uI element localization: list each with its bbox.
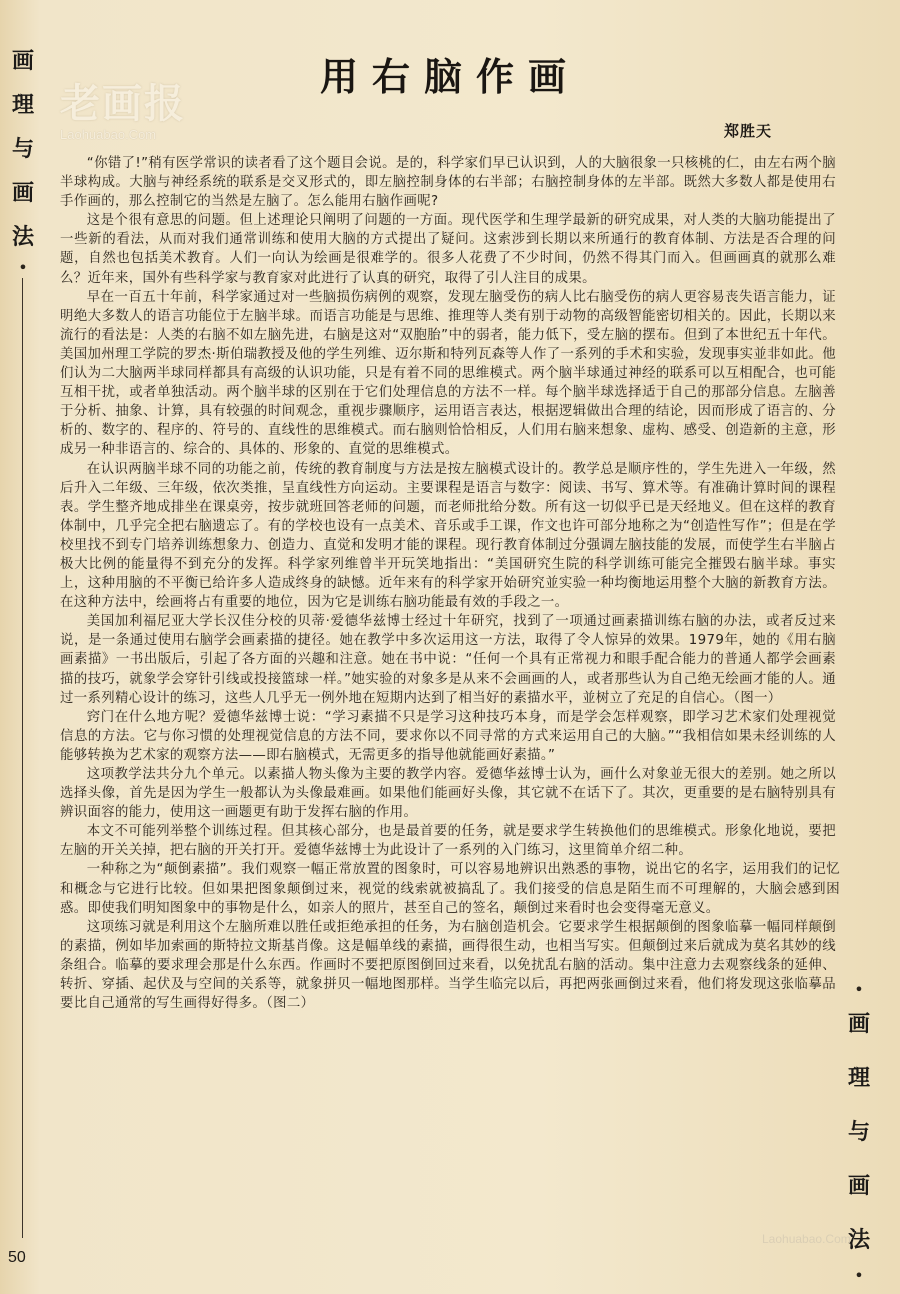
article-paragraph: 在认识两脑半球不同的功能之前，传统的教育制度与方法是按左脑模式设计的。教学总是顺序性的，学生先进入一年级，然后升入二年级、三年级，依次类推，呈直线性方向运动。主要课程是语言与数字：阅读、书写、算术等。有准确计算时间的课程表。学生整齐地成排坐在课桌旁，按步就班回答老师的问题，而老师批给分数。所有这一切似乎已是天经地义。但在这样的教育体制中，几乎完全把右脑遗忘了。有的学校也设有一点美术、音乐或手工课，作文也许可部分地称之为“创造性写作”；但是在学校里找不到专门培养训练想象力、创造力、直觉和发明才能的课程。现行教育体制过分强调左脑技能的发展，而使学生右半脑占极大比例的能量得不到充分的发挥。科学家列维曾半开玩笑地指出：“美国研究生院的科学训练可能完全摧毁右脑半球。事实上，这种用脑的不平衡已给许多人造成终身的缺憾。近年来有的科学家开始研究並实验一种均衡地运用整个大脑的新教育方法。在这种方法中，绘画将占有重要的地位，因为它是训练右脑功能最有效的手段之一。 (60, 461, 836, 611)
section-dot: • (854, 1266, 864, 1285)
section-label-char: 法 (847, 1228, 870, 1253)
article-paragraph: 美国加利福尼亚大学长汉佳分校的贝蒂·爱德华兹博士经过十年研究，找到了一项通过画素描训练右脑的办法，或者反过来说，是一条通过使用右脑学会画素描的捷径。她在教学中多次运用这一方法，取得了令人惊异的效果。1979年，她的《用右脑画素描》一书出版后，引起了各方面的兴趣和注意。她在书中说：“任何一个具有正常视力和眼手配合能力的普通人都学会画素描的技巧，就象学会穿针引线或投接篮球一样。”她实验的对象多是从来不会画画的人，或者那些认为自己绝无绘画才能的人。通过一系列精心设计的练习，这些人几乎无一例外地在短期内达到了相当好的素描水平，並树立了充足的自信心。（图一） (60, 614, 836, 706)
article-body (60, 154, 840, 1013)
section-label-char: 法 (11, 225, 34, 250)
section-label-char: 画 (847, 1012, 870, 1037)
article-title: 用右脑作画 (319, 55, 580, 99)
section-dot: • (18, 258, 28, 277)
section-label-char: 理 (847, 1066, 870, 1091)
article-paragraph: 一种称之为“颠倒素描”。我们观察一幅正常放置的图象时，可以容易地辨识出熟悉的事物，说出它的名字，运用我们的记忆和概念与它进行比较。但如果把图象颠倒过来，视觉的线索就被搞乱了。我们接受的信息是陌生而不可理解的，大脑会感到困惑。即使我们明知图象中的事物是什么，如亲人的照片，甚至自己的签名，颠倒过来看时也会变得毫无意义。 (60, 862, 840, 916)
article-paragraph: 这是个很有意思的问题。但上述理论只阐明了问题的一方面。现代医学和生理学最新的研究成果，对人类的大脑功能提出了一些新的看法，从而对我们通常训练和使用大脑的方式提出了疑问。这索涉到长期以来所通行的教育体制、方法是否合理的问题，自然也包括美术教育。人们一向认为绘画是很难学的。很多人花费了不少时间，仍然不得其门而入。但画画真的就那么难么？近年来，国外有些科学家与教育家对此进行了认真的研究，取得了引人注目的成果。 (60, 213, 836, 286)
section-label-char: 画 (11, 49, 34, 74)
article-paragraph: 本文不可能列举整个训练过程。但其核心部分，也是最首要的任务，就是要求学生转换他们的思维模式。形象化地说，要把左脑的开关关掉，把右脑的开关打开。爱德华兹博士为此设计了一系列的入门练习，这里简单介绍二种。 (60, 824, 836, 859)
page-number: 50 (8, 1249, 26, 1266)
article-paragraph: 早在一百五十年前，科学家通过对一些脑损伤病例的观察，发现左脑受伤的病人比右脑受伤的病人更容易丧失语言能力，证明绝大多数人的语言功能位于左脑半球。而语言功能是与思维、推理等人类有别于动物的高级智能密切相关的。因此，长期以来流行的看法是：人类的右脑不如左脑先进，右脑是这对“双胞胎”中的弱者，能力低下，受左脑的摆布。但到了本世纪五十年代。美国加州理工学院的罗杰·斯伯瑞教授及他的学生列维、迈尔斯和特列瓦森等人作了一系列的手术和实验，发现事实並非如此。他们认为二大脑两半球同样都具有高级的认识功能，只是有着不同的思维模式。两个脑半球通过神经的联系可以互相配合，也可能互相干扰，或者单独活动。两个脑半球的区别在于它们处理信息的方法不一样。每个脑半球选择适于自己的那部分信息。左脑善于分析、抽象、计算，具有较强的时间观念，重视步骤顺序，运用语言表达，根据逻辑做出合理的结论，因而形成了语言的、分析的、数字的、程序的、符号的、直线性的思维模式。而右脑则恰恰相反，人们用右脑来想象、虚构、感受、创造新的主意，形成另一种非语言的、综合的、具体的、形象的、直觉的思维模式。 (60, 289, 836, 458)
article-paragraph: 窍门在什么地方呢？爱德华兹博士说：“学习素描不只是学习这种技巧本身，而是学会怎样观察，即学习艺术家们处理视觉信息的方法。它与你习惯的处理视觉信息的方法不同，要求你以不同寻常的方式来运用自己的大脑。”“我相信如果未经训练的人能够转换为艺术家的观察方法——即右脑模式，无需更多的指导他就能画好素描。” (60, 709, 836, 763)
watermark-brand: 老画报 (60, 81, 186, 127)
article-paragraph: “你错了!”稍有医学常识的读者看了这个题目会说。是的，科学家们早已认识到，人的大脑很象一只核桃的仁，由左右两个脑半球构成。大脑与神经系统的联系是交叉形式的，即左脑控制身体的右半部；右脑控制身体的左半部。既然大多数人都是使用右手作画的，那么控制它的当然是左脑了。怎么能用右脑作画呢? (60, 156, 836, 210)
watermark-url: Laohuabao.Com (60, 127, 157, 142)
section-label-char: 画 (847, 1174, 870, 1199)
section-label-char: 与 (11, 137, 34, 162)
left-divider-rule (22, 278, 23, 1238)
section-label-char: 理 (11, 93, 34, 118)
section-dot: • (854, 980, 864, 999)
article-author: 郑胜天 (724, 122, 773, 140)
article-paragraph: 这项练习就是利用这个左脑所难以胜任或拒绝承担的任务，为右脑创造机会。它要求学生根据颠倒的图象临摹一幅同样颠倒的素描，例如毕加索画的斯特拉文斯基肖像。这是幅单线的素描，画得很生动，也相当写实。但颠倒过来后就成为莫名其妙的线条组合。临摹的要求理会那是什么东西。作画时不要把原图倒回过来看，以免扰乱右脑的活动。集中注意力去观察线条的延伸、转折、穿插、起伏及与空间的关系等，就象拼贝一幅地图那样。当学生临完以后，再把两张画倒过来看，他们将发现这张临摹品要比自己通常的写生画得好得多。（图二） (60, 919, 836, 1012)
section-label-char: 与 (847, 1120, 870, 1145)
section-label-char: 画 (11, 181, 34, 206)
watermark-url-bottom: Laohuabao.Com (762, 1232, 851, 1246)
article-paragraph: 这项教学法共分九个单元。以素描人物头像为主要的教学内容。爱德华兹博士认为，画什么对象並无很大的差别。她之所以选择头像，首先是因为学生一般都认为头像最难画。如果他们能画好头像，其它就不在话下了。其次，更重要的是右脑特别具有辨识面容的能力，使用这一画题更有助于发挥右脑的作用。 (60, 767, 836, 821)
